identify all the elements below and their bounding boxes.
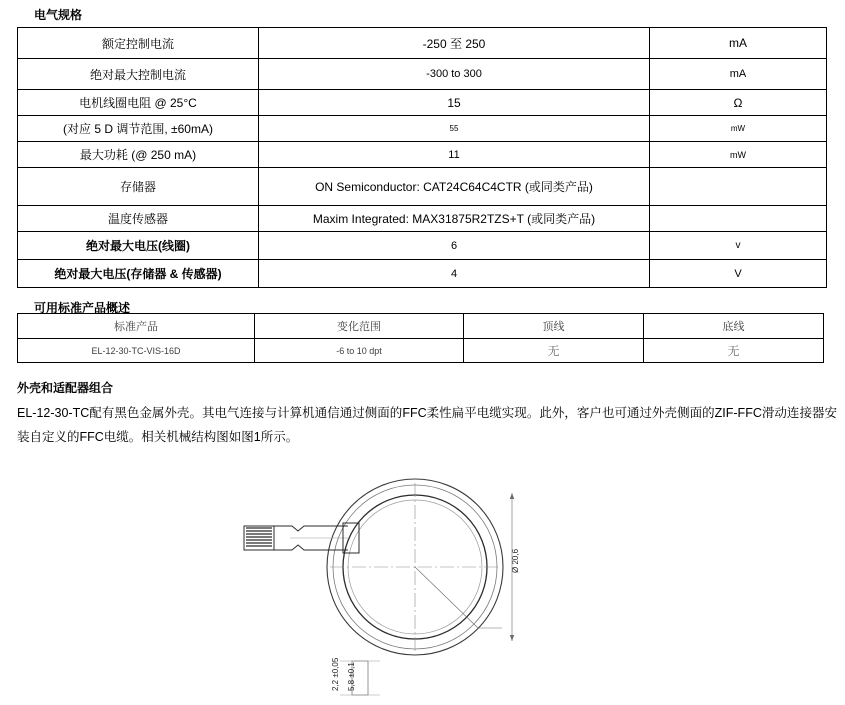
- table-row: [18, 260, 827, 288]
- spec-value: 6: [259, 232, 650, 260]
- spec-param: 温度传感器: [18, 206, 259, 232]
- column-header-range: 变化范围: [255, 314, 464, 339]
- spec-value: ON Semiconductor: CAT24C64C4CTR (或同类产品): [259, 168, 650, 206]
- dimension-label-2: 5,8 ±0,1: [347, 662, 356, 691]
- spec-value: 15: [259, 90, 650, 116]
- table-row: [18, 116, 827, 142]
- spec-param: 绝对最大控制电流: [18, 59, 259, 90]
- spec-value: -250 至 250: [259, 28, 650, 59]
- spec-unit: [650, 206, 827, 232]
- housing-paragraph: EL-12-30-TC配有黑色金属外壳。其电气连接与计算机通信通过侧面的FFC柔性扁平电缆实现。此外，客户也可通过外壳侧面的ZIF-FFC滑动连接器安装自定义的FFC电缆。相关机械结构图如图1所示。: [17, 406, 837, 444]
- spec-unit: mA: [650, 59, 827, 90]
- table-row: [18, 206, 827, 232]
- spec-param: 额定控制电流: [18, 28, 259, 59]
- table-row: [18, 90, 827, 116]
- product-bottom: 无: [644, 339, 824, 363]
- product-range: -6 to 10 dpt: [255, 339, 464, 363]
- spec-param: 绝对最大电压(线圈): [18, 232, 259, 260]
- diameter-dimension-label: Ø 20,6: [511, 548, 520, 573]
- spec-param: 电机线圈电阻 @ 25°C: [18, 90, 259, 116]
- product-top: 无: [464, 339, 644, 363]
- column-header-product: 标准产品: [18, 314, 255, 339]
- table-row: [18, 168, 827, 206]
- spec-unit: v: [650, 232, 827, 260]
- electrical-specs-title: 电气规格: [34, 8, 83, 22]
- table-header-row: [18, 314, 824, 339]
- column-header-bottom: 底线: [644, 314, 824, 339]
- dimension-label-1: 2,2 ±0,05: [331, 657, 340, 691]
- spec-param: 绝对最大电压(存储器 & 传感器): [18, 260, 259, 288]
- table-row: [18, 59, 827, 90]
- spec-value: 11: [259, 142, 650, 168]
- spec-unit: Ω: [650, 90, 827, 116]
- table-row: [18, 232, 827, 260]
- available-products-title: 可用标准产品概述: [34, 301, 131, 315]
- table-row: [18, 28, 827, 59]
- spec-unit: mA: [650, 28, 827, 59]
- spec-param: 最大功耗 (@ 250 mA): [18, 142, 259, 168]
- spec-unit: [650, 168, 827, 206]
- product-name: EL-12-30-TC-VIS-16D: [18, 339, 255, 363]
- spec-value: 4: [259, 260, 650, 288]
- table-row: [18, 339, 824, 363]
- housing-section-title: 外壳和适配器组合: [17, 381, 114, 395]
- table-row: [18, 142, 827, 168]
- spec-param: (对应 5 D 调节范围, ±60mA): [18, 116, 259, 142]
- electrical-specs-table: [17, 27, 827, 288]
- spec-unit: V: [650, 260, 827, 288]
- spec-value: 55: [259, 116, 650, 142]
- spec-unit: mW: [650, 142, 827, 168]
- spec-unit: mW: [650, 116, 827, 142]
- spec-value: Maxim Integrated: MAX31875R2TZS+T (或同类产品): [259, 206, 650, 232]
- spec-value: -300 to 300: [259, 59, 650, 90]
- available-products-table: [17, 313, 824, 363]
- spec-param: 存储器: [18, 168, 259, 206]
- column-header-top: 顶线: [464, 314, 644, 339]
- mechanical-drawing: [230, 465, 630, 700]
